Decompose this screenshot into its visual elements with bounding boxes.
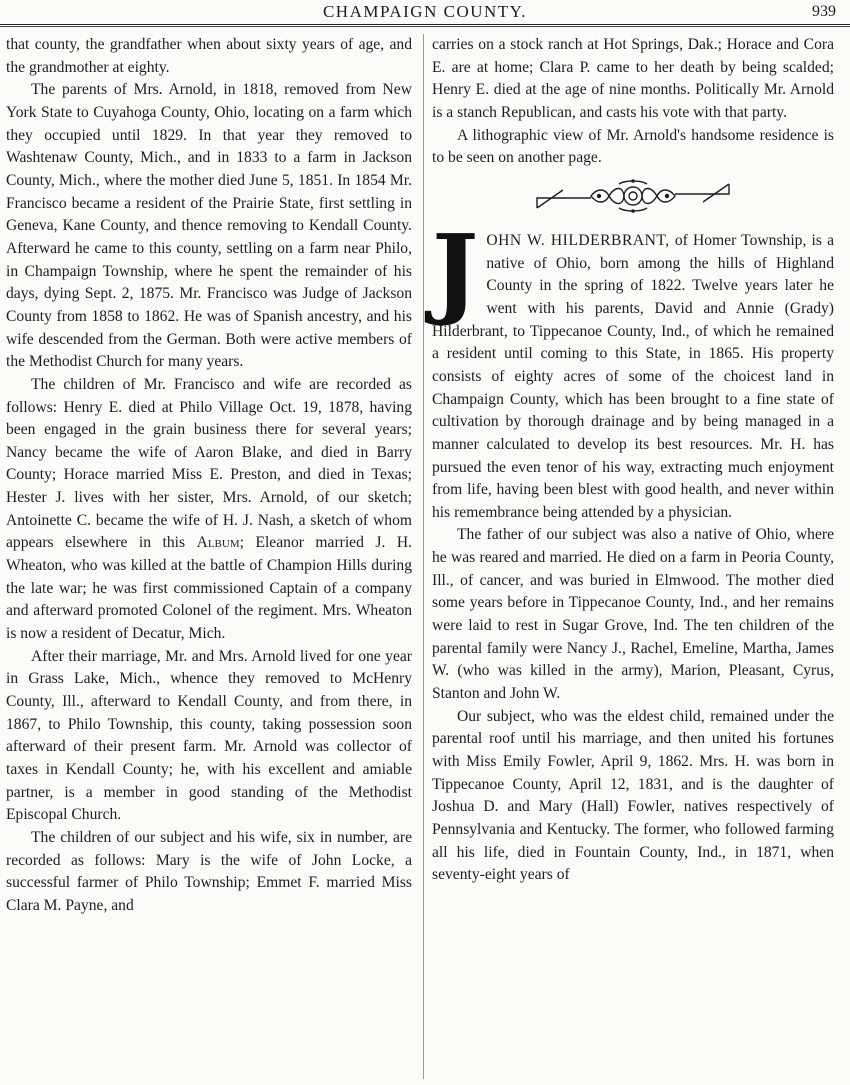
paragraph	[432, 213, 834, 525]
paragraph: The children of our subject and his wife, six in number, are recorded as follows: Mary is the wife of John Locke, a successful farmer of Philo Township; Emmet F. married Miss Clara M. Payne, and	[6, 828, 412, 914]
drop-cap-letter: J	[432, 213, 479, 329]
right-column	[432, 34, 834, 887]
paragraph: A lithographic view of Mr. Arnold's handsome residence is to be seen on another page.	[432, 126, 834, 167]
article-opening	[432, 213, 834, 525]
paragraph: Our subject, who was the eldest child, remained under the parental roof until his marriage, and then united his fortunes with Miss Emily Fowler, April 9, 1862. Mrs. H. was born in Tippecanoe County, April 12, 1831, and is the daughter of Joshua D. and Mary (Hall) Fowler, natives respectively of Pennsylvania and Kentucky. The former, who followed farming all his life, died in Fountain County, Ind., in 1871, when seventy-eight years of	[432, 707, 834, 884]
running-head: CHAMPAIGN COUNTY.	[322, 2, 528, 21]
paragraph: After their marriage, Mr. and Mrs. Arnold lived for one year in Grass Lake, Mich., whence they removed to McHenry County, Ill., afterward to Kendall County, and from there, in 1867, to Philo Township, this county, taking possession soon afterward of their present farm. Mr. Arnold was collector of taxes in Kendall County; he, with his excellent and amiable partner, is a member in good standing of the Methodist Episcopal Church.	[6, 647, 412, 824]
paragraph: The parents of Mrs. Arnold, in 1818, removed from New York State to Cuyahoga County, Ohio, locating on a farm which they occupied until 1829. In that year they removed to Washtenaw County, Mich., and in 1833 to a farm in Jackson County, Mich., where the mother died June 5, 1851. In 1854 Mr. Francisco became a resident of the Prairie State, first settling in Geneva, Kane County, and thence removing to Kendall County. Afterward he came to this county, settling on a farm near Philo, in Champaign Township, where he spent the remainder of his days, dying Sept. 2, 1875. Mr. Francisco was Judge of Jackson County from 1858 to 1862. He was of Spanish ancestry, and his wife descended from the German. Both were active members of the Methodist Church for many years.	[6, 81, 412, 371]
subject-name: OHN W. HILDERBRANT,	[486, 231, 670, 249]
paragraph: that county, the grandfather when about sixty years of age, and the grandmother at eighty.	[6, 36, 412, 76]
section-ornament	[432, 176, 834, 218]
paragraph-text: The children of Mr. Francisco and wife are recorded as follows: Henry E. died at Philo Village Oct. 19, 1878, having been engaged in the grain business there for several years; Nancy became the wife of Aaron Blake, and died in Barry County; Horace married Miss E. Preston, and died in Texas; Hester J. lives with her sister, Mrs. Arnold, of our sketch; Antoinette C. became the wife of H. J. Nash, a sketch of whom appears elsewhere in this	[6, 375, 412, 552]
paragraph-text: ; Eleanor married J. H. Wheaton, who was killed at the battle of Champion Hills during the late war; he was first commissioned Captain of a company and afterward promoted Colonel of the regiment. Mrs. Wheaton is now a resident of Decatur, Mich.	[6, 534, 413, 643]
header-rule	[0, 24, 850, 27]
album-small-caps: Album	[196, 534, 240, 552]
ornament-flourish-icon	[533, 176, 733, 216]
page-header	[0, 0, 850, 30]
paragraph-text: of Homer Township, is a native of Ohio, born among the hills of Highland County in the spring of 1822. Twelve years later he went with his parents, David and Annie (Grady) Hilderbrant, to Tippecanoe County, Ind., of which he remained a resident until coming to this State, in 1865. His property consists of eighty acres of some of the choicest land in Champaign County, which has been brought to a fine state of cultivation by thorough drainage and by being managed in a manner calculated to develop its best resources. Mr. H. has pursued the even tenor of his way, extracting much enjoyment from life, having been blest with good health, and never within his remembrance being attended by a physician.	[432, 231, 834, 521]
left-column	[6, 34, 412, 918]
column-divider	[423, 34, 424, 1079]
paragraph	[6, 374, 412, 646]
paragraph: The father of our subject was also a native of Ohio, where he was reared and married. He died on a farm in Peoria County, Ill., of cancer, and was buried in Elmwood. The mother died some years before in Tippecanoe County, Ind., and her remains were laid to rest in Sugar Grove, Ind. The ten children of the parental family were Nancy J., Rachel, Emeline, Martha, James W. (who was killed in the army), Marion, Pleasant, Cyrus, Stanton and John W.	[432, 526, 834, 703]
page-number: 939	[812, 3, 836, 20]
paragraph: carries on a stock ranch at Hot Springs, Dak.; Horace and Cora E. are at home; Clara P. came to her death by being scalded; Henry E. died at the age of nine months. Politically Mr. Arnold is a stanch Republican, and casts his vote with that party.	[432, 36, 834, 121]
